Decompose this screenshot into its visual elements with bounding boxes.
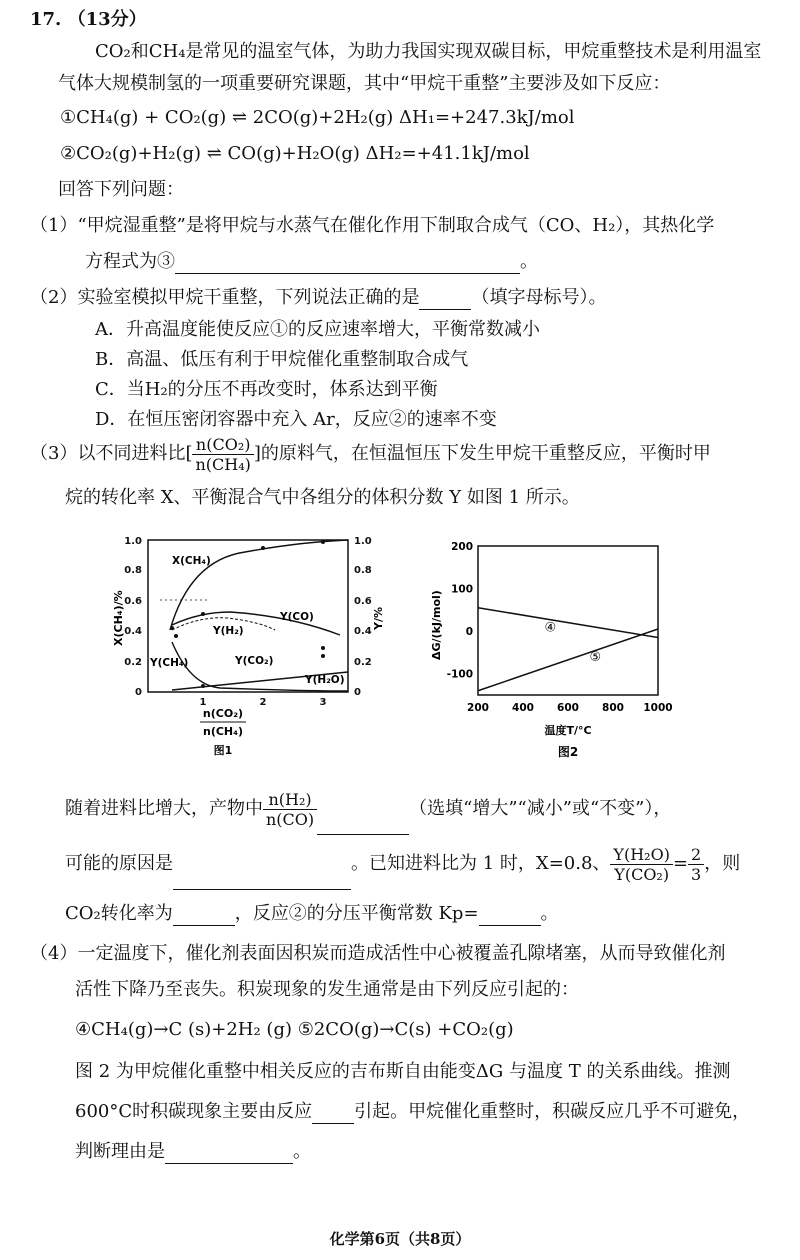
fig1-left-tick: 0.8 (124, 565, 142, 576)
fig1-right-tick: 1.0 (354, 536, 372, 547)
feed-ratio-fraction (192, 435, 253, 474)
part4-line-4: 图 2 为甲烷催化重整中相关反应的吉布斯自由能变ΔG 与温度 T 的关系曲线。推测 (75, 1061, 731, 1082)
data-point (321, 646, 325, 650)
fig1-right-tick: 0 (354, 687, 361, 698)
q1-den: n(CO) (266, 809, 315, 829)
part1-suffix: 。 (520, 251, 538, 272)
answer-blank-co2-conversion[interactable] (173, 907, 235, 926)
fig1-right-tick: 0.6 (354, 596, 372, 607)
fig2-x-tick: 600 (557, 702, 579, 714)
feed-ratio-num: n(CO₂) (192, 435, 253, 455)
fig1-right-tick: 0.8 (354, 565, 372, 576)
label-y-co: Y(CO) (280, 611, 314, 623)
fig1-left-axis-label: X(CH₄)/% (112, 590, 125, 646)
part3-q3 (65, 902, 559, 926)
fig1-x-label-num: n(CO₂) (202, 707, 244, 720)
fig2-y-tick: 200 (451, 541, 473, 553)
fig1-x-tick: 3 (319, 697, 327, 708)
answer-blank-reaction[interactable] (312, 1105, 354, 1124)
part2-suffix: （填字母标号）。 (471, 287, 607, 308)
data-point (201, 684, 205, 688)
data-point (261, 546, 265, 550)
l5-suffix: 引起。甲烷催化重整时，积碳反应几乎不可避免， (354, 1101, 751, 1122)
fig2-y-label: ΔG/(kJ/mol) (430, 590, 443, 660)
fig2-y-tick: 0 (465, 626, 473, 639)
part2-stem (30, 286, 606, 310)
intro-line-1: CO₂和CH₄是常见的温室气体，为助力我国实现双碳目标，甲烷重整技术是利用温室 (95, 41, 762, 62)
part4-line-2: 活性下降乃至丧失。积炭现象的发生通常是由下列反应引起的： (75, 979, 579, 1000)
label-y-h2o: Y(H₂O) (305, 674, 345, 686)
answer-blank-trend[interactable] (317, 816, 409, 835)
q1-suffix: （选填“增大”“减小”或“不变”）， (409, 798, 672, 819)
part1-prefix: 方程式为③ (85, 251, 175, 272)
fig2-series-label-2: ⑤ (589, 650, 602, 666)
fig2-series-label-1: ④ (544, 620, 557, 636)
fig1-right-tick: 0.2 (354, 657, 372, 668)
part1-line-1: （1）“甲烷湿重整”是将甲烷与水蒸气在催化作用下制取合成气（CO、H₂），其热化学 (30, 215, 715, 236)
question-header (30, 8, 147, 32)
part4-line-5 (75, 1100, 750, 1124)
q1-num: n(H₂) (263, 790, 317, 810)
label-y-ch4: Y(CH₄) (150, 657, 189, 669)
part4-line-1: （4）一定温度下，催化剂表面因积炭而造成活性中心被覆盖孔隙堵塞，从而导致催化剂 (30, 943, 726, 964)
l6-prefix: 判断理由是 (75, 1141, 165, 1162)
reaction-1: ①CH₄(g) + CO₂(g) ⇌ 2CO(g)+2H₂(g) ΔH₁=+247.3kJ/mol (60, 107, 575, 128)
q2-prefix: 可能的原因是 (65, 853, 173, 874)
option-a: A．升高温度能使反应①的反应速率增大，平衡常数减小 (95, 319, 540, 340)
option-b: B．高温、低压有利于甲烷催化重整制取合成气 (95, 349, 469, 370)
h2-co-fraction (263, 790, 317, 829)
l5-prefix: 600°C时积碳现象主要由反应 (75, 1101, 313, 1122)
fig1-x-tick: 2 (259, 697, 267, 708)
part3-prefix: （3）以不同进料比[ (30, 443, 193, 464)
q2-num: Y(H₂O) (610, 845, 673, 865)
question-points: （13分） (67, 9, 147, 30)
q3-suffix: 。 (540, 903, 559, 924)
part3-stem (30, 430, 711, 478)
figure-1 (100, 530, 390, 775)
l6-suffix: 。 (293, 1141, 311, 1162)
h2o-co2-fraction (610, 845, 673, 884)
label-x-ch4: X(CH₄) (172, 555, 211, 567)
q3-prefix: CO₂转化率为 (65, 903, 173, 924)
q2-val-num: 2 (688, 845, 704, 865)
fig1-caption: 图1 (213, 744, 233, 757)
fig2-caption: 图2 (557, 745, 579, 759)
fig2-x-label: 温度T/°C (544, 724, 592, 737)
part3-line-2: 烷的转化率 X、平衡混合气中各组分的体积分数 Y 如图 1 所示。 (65, 487, 580, 508)
intro-line-2: 气体大规模制氢的一项重要研究课题，其中“甲烷干重整”主要涉及如下反应： (58, 73, 671, 94)
data-point (201, 612, 205, 616)
ratio-value-fraction (688, 845, 704, 884)
data-point (321, 540, 325, 544)
fig2-series-line-1 (478, 608, 658, 638)
q2-eq: = (672, 853, 689, 874)
data-point (170, 626, 174, 630)
answer-blank-kp[interactable] (479, 907, 541, 926)
fig2-x-tick: 800 (602, 702, 624, 714)
fig2-series-line-2 (478, 629, 658, 691)
fig2-x-tick: 200 (467, 702, 489, 714)
option-d: D．在恒压密闭容器中充入 Ar，反应②的速率不变 (95, 409, 497, 430)
part3-suffix: ]的原料气，在恒温恒压下发生甲烷干重整反应，平衡时甲 (253, 443, 711, 464)
question-number: 17. (30, 9, 62, 30)
reaction-2: ②CO₂(g)+H₂(g) ⇌ CO(g)+H₂O(g) ΔH₂=+41.1kJ/mol (60, 143, 530, 164)
part3-q1 (65, 783, 671, 835)
part2-prefix: （2）实验室模拟甲烷干重整，下列说法正确的是 (30, 287, 420, 308)
fig1-x-tick: 1 (199, 697, 207, 708)
q2-suffix: ，则 (704, 853, 741, 874)
fig2-x-tick: 400 (512, 702, 534, 714)
page-footer: 化学第6页（共8页） (329, 1230, 471, 1248)
fig2-y-tick: 100 (451, 583, 473, 596)
part4-line-6 (75, 1140, 311, 1164)
fig1-left-tick: 0.4 (124, 626, 142, 637)
fig1-left-tick: 0 (135, 687, 142, 698)
fig1-right-tick: 0.4 (354, 626, 372, 637)
feed-ratio-den: n(CH₄) (195, 454, 251, 474)
label-y-h2: Y(H₂) (213, 625, 244, 637)
fig2-y-tick: -100 (446, 668, 473, 681)
fig2-frame (478, 546, 658, 695)
answer-blank-justification[interactable] (165, 1145, 293, 1164)
q3-mid: ，反应②的分压平衡常数 Kp= (234, 903, 479, 924)
data-point (321, 654, 325, 658)
option-c: C．当H₂的分压不再改变时，体系达到平衡 (95, 379, 438, 400)
part3-q2 (65, 838, 740, 890)
fig1-left-tick: 0.2 (124, 657, 142, 668)
part1-line-2 (85, 250, 538, 274)
fig1-left-tick: 1.0 (124, 536, 142, 547)
data-point (174, 634, 178, 638)
fig1-left-tick: 0.6 (124, 596, 142, 607)
answer-blank-equation[interactable] (175, 255, 520, 274)
q2-val-den: 3 (691, 864, 702, 884)
fig1-x-label-den: n(CH₄) (203, 725, 243, 738)
q2-den: Y(CO₂) (614, 864, 670, 884)
q2-mid: 。已知进料比为 1 时，X=0.8、 (351, 853, 611, 874)
part4-reactions: ④CH₄(g)→C (s)+2H₂ (g) ⑤2CO(g)→C(s) +CO₂(g) (75, 1019, 514, 1040)
figure-2-chart (418, 530, 678, 775)
q1-prefix: 随着进料比增大，产物中 (65, 798, 263, 819)
answer-blank-reason[interactable] (173, 871, 351, 890)
answer-blank-part2[interactable] (419, 291, 471, 310)
answer-prompt: 回答下列问题： (58, 179, 184, 200)
fig1-right-axis-label: Y/% (372, 606, 385, 630)
fig2-x-tick: 1000 (643, 702, 673, 714)
label-y-co2: Y(CO₂) (235, 655, 274, 667)
